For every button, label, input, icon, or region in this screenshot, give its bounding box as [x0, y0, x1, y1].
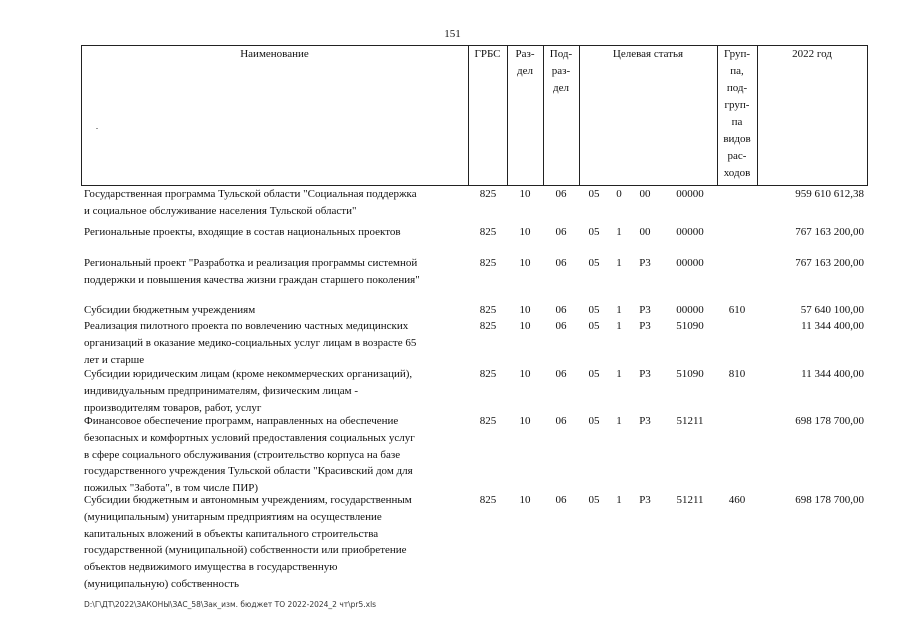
footer-file-path: D:\Г\ДТ\2022\ЗАКОНЫ\ЗАС_58\Зак_изм. бюджет ТО 2022-2024_2 чт\pr5.xls: [84, 600, 377, 609]
cell-target-program: 05: [588, 415, 600, 427]
cell-amount: 767 163 200,00: [795, 226, 864, 238]
cell-target-direction: 00000: [676, 188, 704, 200]
cell-target-program: 05: [588, 368, 600, 380]
cell-target-subprogram: P3: [639, 494, 651, 506]
cell-razdel: 10: [519, 257, 531, 269]
cell-grbs: 825: [479, 415, 497, 427]
cell-target-subprogram: P3: [639, 304, 651, 316]
cell-grbs: 825: [479, 494, 497, 506]
cell-grbs: 825: [479, 226, 497, 238]
cell-expense-type: 610: [728, 304, 746, 316]
cell-podrazdel: 06: [555, 415, 567, 427]
cell-target-direction: 51090: [676, 368, 704, 380]
cell-target-type: 1: [616, 320, 622, 332]
cell-podrazdel: 06: [555, 494, 567, 506]
row-name: Региональные проекты, входящие в состав национальных проектов: [84, 226, 401, 238]
row-name: Субсидии бюджетным учреждениям: [84, 304, 256, 316]
row-name: Субсидии юридическим лицам (кроме некоммерческих организаций), индивидуальным предпринимателям, физическим лицам - производителям товаров, работ, услуг: [84, 368, 413, 414]
cell-target-program: 05: [588, 226, 600, 238]
cell-target-subprogram: P3: [639, 415, 651, 427]
cell-target-direction: 00000: [676, 226, 704, 238]
cell-target-direction: 00000: [676, 257, 704, 269]
row-name: Государственная программа Тульской области "Социальная поддержка и социальное обслуживание населения Тульской области": [84, 188, 417, 217]
header-podrazdel: Под- раз- дел: [549, 48, 573, 94]
cell-razdel: 10: [519, 320, 531, 332]
cell-podrazdel: 06: [555, 226, 567, 238]
cell-podrazdel: 06: [555, 257, 567, 269]
scan-mark: [96, 128, 98, 129]
cell-target-type: 1: [616, 304, 622, 316]
cell-grbs: 825: [479, 368, 497, 380]
cell-target-type: 1: [616, 368, 622, 380]
cell-target-subprogram: P3: [639, 320, 651, 332]
cell-podrazdel: 06: [555, 368, 567, 380]
cell-amount: 11 344 400,00: [801, 320, 864, 332]
row-name: Финансовое обеспечение программ, направленных на обеспечение безопасных и комфортных условий предоставления социальных услуг в сфере социального обслуживания (строительство корпуса на базе государственного учреждения Тульской области "Красивский дом для пожилых "Забота", в том числе ПИР): [84, 415, 415, 495]
cell-target-type: 1: [616, 415, 622, 427]
cell-target-program: 05: [588, 494, 600, 506]
cell-podrazdel: 06: [555, 188, 567, 200]
cell-target-subprogram: P3: [639, 368, 651, 380]
cell-target-direction: 51211: [676, 494, 704, 506]
header-razdel: Раз- дел: [515, 48, 535, 77]
cell-target-program: 05: [588, 257, 600, 269]
cell-razdel: 10: [519, 188, 531, 200]
cell-grbs: 825: [479, 257, 497, 269]
cell-target-direction: 51090: [676, 320, 704, 332]
cell-razdel: 10: [519, 368, 531, 380]
cell-target-type: 1: [616, 226, 622, 238]
cell-razdel: 10: [519, 494, 531, 506]
cell-target-subprogram: P3: [639, 257, 651, 269]
header-grbs: ГРБС: [474, 48, 501, 60]
cell-target-direction: 00000: [676, 304, 704, 316]
cell-podrazdel: 06: [555, 320, 567, 332]
cell-target-subprogram: 00: [639, 226, 651, 238]
cell-target-type: 0: [616, 188, 622, 200]
cell-amount: 698 178 700,00: [795, 415, 864, 427]
cell-target-type: 1: [616, 257, 622, 269]
cell-expense-type: 460: [728, 494, 746, 506]
cell-target-program: 05: [588, 320, 600, 332]
header-name: Наименование: [240, 48, 309, 60]
cell-target-subprogram: 00: [639, 188, 651, 200]
cell-expense-type: 810: [728, 368, 746, 380]
cell-amount: 698 178 700,00: [795, 494, 864, 506]
header-year: 2022 год: [792, 48, 832, 60]
cell-target-program: 05: [588, 304, 600, 316]
cell-razdel: 10: [519, 415, 531, 427]
cell-amount: 959 610 612,38: [795, 188, 864, 200]
cell-amount: 767 163 200,00: [795, 257, 864, 269]
row-name: Субсидии бюджетным и автономным учреждениям, государственным (муниципальным) унитарным предприятиям на осуществление капитальных вложений в объекты капитального строительства государственной (муниципальной) собственности или приобретение объектов недвижимого имущества в государственную (муниципальную) собственность: [84, 494, 412, 590]
header-expense-type: Груп- па, под- груп- па видов рас- ходов: [723, 48, 751, 179]
cell-podrazdel: 06: [555, 304, 567, 316]
cell-target-program: 05: [588, 188, 600, 200]
cell-amount: 11 344 400,00: [801, 368, 864, 380]
cell-grbs: 825: [479, 304, 497, 316]
page-number: 151: [444, 28, 461, 40]
header-divider: [867, 45, 868, 185]
cell-razdel: 10: [519, 226, 531, 238]
cell-target-direction: 51211: [676, 415, 704, 427]
row-name: Реализация пилотного проекта по вовлечению частных медицинских организаций в оказание медико-социальных услуг лицам в возрасте 65 лет и старше: [84, 320, 417, 366]
cell-razdel: 10: [519, 304, 531, 316]
cell-grbs: 825: [479, 188, 497, 200]
cell-target-type: 1: [616, 494, 622, 506]
cell-grbs: 825: [479, 320, 497, 332]
cell-amount: 57 640 100,00: [800, 304, 864, 316]
header-target-article: Целевая статья: [612, 48, 684, 60]
row-name: Региональный проект "Разработка и реализация программы системной поддержки и повышения качества жизни граждан старшего поколения": [84, 257, 420, 286]
